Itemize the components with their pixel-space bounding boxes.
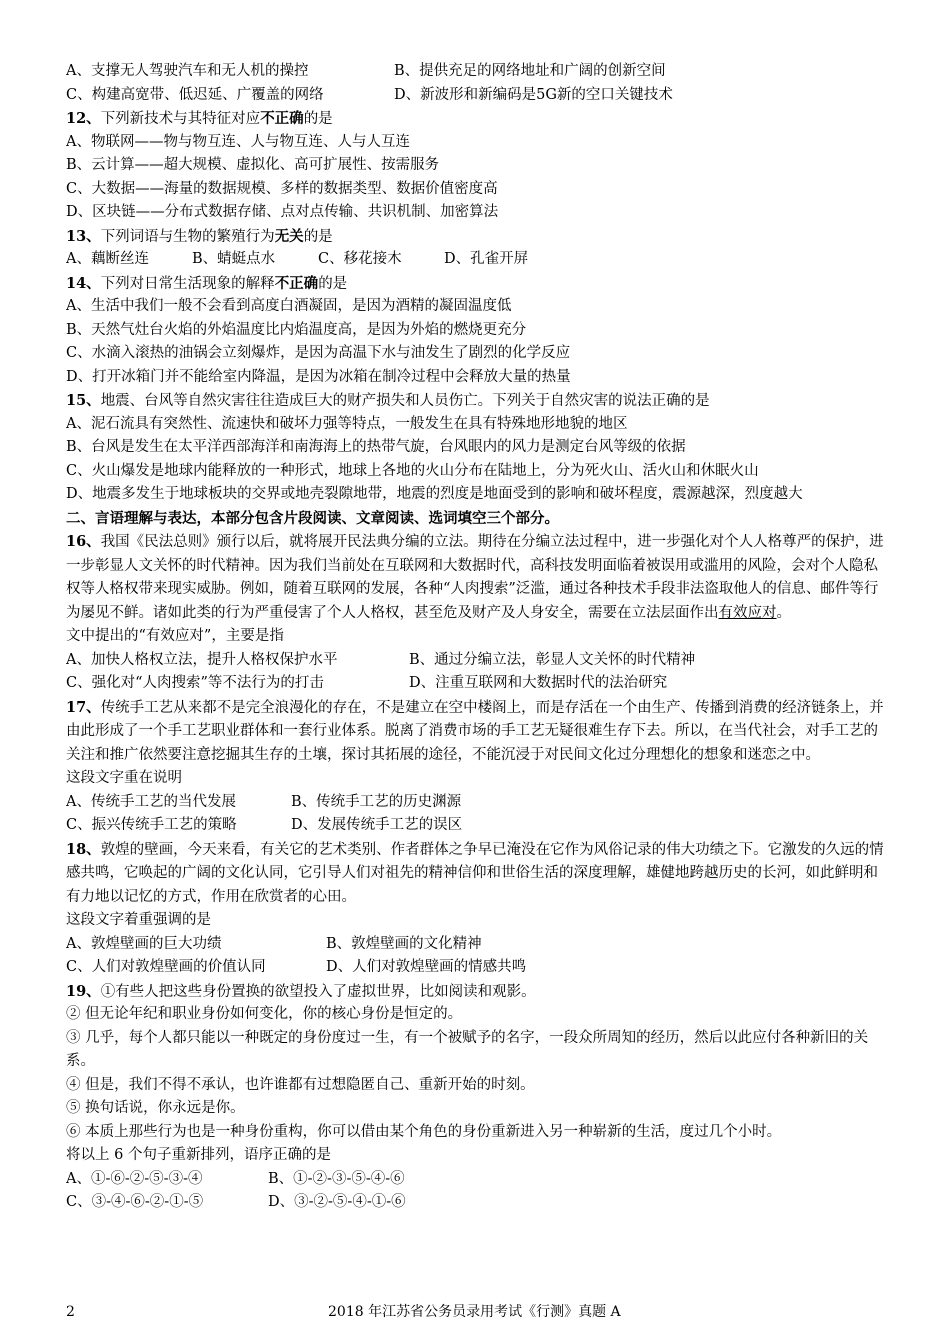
footer-title: 2018 年江苏省公务员录用考试《行测》真题 A	[328, 1304, 621, 1320]
q19-question: 将以上 6 个句子重新排列，语序正确的是	[66, 1147, 331, 1163]
q19-option-a[interactable]: A、①-⑥-②-⑤-③-④	[66, 1170, 203, 1187]
q19-sentence-1	[66, 980, 886, 1004]
q19-sentence-4: ④ 但是，我们不得不承认，也许谁都有过想隐匿自己、重新开始的时刻。	[66, 1076, 535, 1093]
q12-option-c[interactable]: C、大数据——海量的数据规模、多样的数据类型、数据价值密度高	[66, 180, 498, 197]
prev-option-a[interactable]: A、支撑无人驾驶汽车和无人机的操控	[66, 63, 309, 79]
q12-number: 12、	[66, 110, 101, 127]
q19-sentence-1-text: ①有些人把这些身份置换的欲望投入了虚拟世界，比如阅读和观影。	[100, 983, 536, 1000]
q15-stem	[66, 389, 886, 413]
q12-option-d[interactable]: D、区块链——分布式数据存储、点对点传输、共识机制、加密算法	[66, 204, 499, 220]
q18-number: 18、	[66, 840, 101, 858]
q13-stem	[66, 225, 886, 249]
q15-option-b[interactable]: B、台风是发生在太平洋西部海洋和南海海上的热带气旋，台风眼内的风力是测定台风等级的依据	[66, 439, 686, 455]
q12-stem-pre: 下列新技术与其特征对应	[100, 111, 261, 127]
q16-option-d[interactable]: D、注重互联网和大数据时代的法治研究	[409, 675, 668, 691]
q17-passage	[66, 696, 886, 768]
q18-option-b[interactable]: B、敦煌壁画的文化精神	[326, 935, 482, 952]
q17-options-row-2	[66, 814, 886, 838]
q14-option-a[interactable]: A、生活中我们一般不会看到高度白酒凝固，是因为酒精的凝固温度低	[66, 298, 512, 314]
q17-passage-text: 传统手工艺从来都不是完全浪漫化的存在，不是建立在空中楼阁上，而是存活在一个由生产、传播到消费的经济链条上，并由此形成了一个手工艺职业群体和一套行业体系。脱离了消费市场的手工艺无疑很难生存下去。所以，在当代社会，对手工艺的关注和推广依然要注意挖掘其生存的土壤，探讨其拓展的途径，不能沉浸于对民间文化过分理想化的想象和迷恋之中。	[66, 699, 884, 763]
q13-option-d[interactable]: D、孔雀开屏	[444, 251, 529, 267]
q19-option-c[interactable]: C、③-④-⑥-②-①-⑤	[66, 1194, 204, 1210]
section-2-heading: 二、言语理解与表达，本部分包含片段阅读、文章阅读、选词填空三个部分。	[66, 509, 559, 527]
q16-passage	[66, 530, 886, 625]
prev-option-b[interactable]: B、提供充足的网络地址和广阔的创新空间	[394, 63, 666, 79]
q13-option-b[interactable]: B、蜻蜓点水	[192, 251, 276, 267]
q14-option-d[interactable]: D、打开冰箱门并不能给室内降温，是因为冰箱在制冷过程中会释放大量的热量	[66, 368, 571, 385]
q18-option-d[interactable]: D、人们对敦煌壁画的情感共鸣	[326, 959, 527, 975]
q14-option-c[interactable]: C、水滴入滚热的油锅会立刻爆炸，是因为高温下水与油发生了剧烈的化学反应	[66, 345, 571, 361]
q13-option-c[interactable]: C、移花接木	[318, 251, 402, 267]
q19-options-row-2	[66, 1191, 886, 1215]
q17-option-b[interactable]: B、传统手工艺的历史渊源	[291, 793, 462, 810]
q19-option-b[interactable]: B、①-②-③-⑤-④-⑥	[268, 1170, 405, 1187]
q16-passage-post: 。	[776, 604, 791, 621]
q17-option-d[interactable]: D、发展传统手工艺的误区	[291, 817, 463, 833]
q18-options-row-1	[66, 933, 886, 957]
q19-sentence-2: ② 但无论年纪和职业身份如何变化，你的核心身份是恒定的。	[66, 1006, 463, 1022]
q17-options-row-1	[66, 791, 886, 815]
q18-question: 这段文字着重强调的是	[66, 912, 211, 928]
q18-passage	[66, 838, 886, 910]
q14-stem-post: 的是	[318, 275, 348, 292]
q16-passage-pre: 我国《民法总则》颁行以后，就将展开民法典分编的立法。期待在分编立法过程中，进一步强化对个人人格尊严的保护，进一步彰显人文关怀的时代精神。因为我们当前处在互联网和大数据时代，高科技发明面临着被误用或滥用的风险，会对个人隐私权等人格权带来现实威胁。例如，随着互联网的发展，各种“人肉搜索”泛滥，通过各种技术手段非法盗取他人的信息、邮件等行为屡见不鲜。诸如此类的行为严重侵害了个人人格权，甚至危及财产及人身安全，需要在立法层面作出	[66, 534, 884, 621]
q15-stem-text: 地震、台风等自然灾害往往造成巨大的财产损失和人员伤亡。下列关于自然灾害的说法正确的是	[100, 393, 710, 409]
q14-stem-pre: 下列对日常生活现象的解释	[100, 275, 275, 292]
q19-sentence-3: ③ 几乎，每个人都只能以一种既定的身份度过一生，有一个被赋予的名字，一段众所周知的经历，然后以此应付各种新旧的关系。	[66, 1029, 869, 1069]
q15-option-a[interactable]: A、泥石流具有突然性、流速快和破坏力强等特点，一般发生在具有特殊地形地貌的地区	[66, 415, 628, 432]
q18-passage-text: 敦煌的壁画，今天来看，有关它的艺术类别、作者群体之争早已淹没在它作为风俗记录的伟大功绩之下。它激发的久远的情感共鸣，它唤起的广阔的文化认同，它引导人们对祖先的精神信仰和世俗生活的深度理解，雄健地跨越历史的长河，如此鲜明和有力地以记忆的方式，作用在欣赏者的心田。	[66, 841, 884, 905]
q12-stem-post: 的是	[303, 111, 333, 127]
q14-option-b[interactable]: B、天然气灶台火焰的外焰温度比内焰温度高，是因为外焰的燃烧更充分	[66, 321, 527, 338]
q19-sentence-5: ⑤ 换句话说，你永远是你。	[66, 1100, 245, 1116]
q16-option-a[interactable]: A、加快人格权立法，提升人格权保护水平	[66, 651, 338, 668]
q19-option-d[interactable]: D、③-②-⑤-④-①-⑥	[268, 1194, 406, 1210]
q19-sentence-6: ⑥ 本质上那些行为也是一种身份重构，你可以借由某个角色的身份重新进入另一种崭新的生活，度过几个小时。	[66, 1123, 782, 1140]
q13-number: 13、	[66, 227, 101, 245]
q16-number: 16、	[66, 533, 101, 550]
q12-stem	[66, 107, 886, 131]
exam-page	[66, 60, 886, 1215]
q15-option-c[interactable]: C、火山爆发是地球内能释放的一种形式，地球上各地的火山分布在陆地上，分为死火山、活火山和休眠火山	[66, 462, 759, 479]
q18-option-a[interactable]: A、敦煌壁画的巨大功绩	[66, 935, 222, 952]
q16-option-b[interactable]: B、通过分编立法，彰显人文关怀的时代精神	[409, 651, 696, 668]
q12-option-b[interactable]: B、云计算——超大规模、虚拟化、高可扩展性、按需服务	[66, 157, 440, 173]
q17-option-a[interactable]: A、传统手工艺的当代发展	[66, 793, 236, 810]
q16-option-c[interactable]: C、强化对“人肉搜索”等不法行为的打击	[66, 675, 324, 691]
prev-option-d[interactable]: D、新波形和新编码是5G新的空口关键技术	[394, 86, 673, 103]
q15-number: 15、	[66, 392, 101, 409]
q16-question: 文中提出的“有效应对”，主要是指	[66, 628, 284, 644]
q16-options-row-2	[66, 672, 886, 696]
q13-stem-post: 的是	[303, 228, 333, 245]
q18-options-row-2	[66, 956, 886, 980]
prev-option-c[interactable]: C、构建高宽带、低迟延、广覆盖的网络	[66, 86, 324, 103]
q17-option-c[interactable]: C、振兴传统手工艺的策略	[66, 817, 237, 833]
q17-question: 这段文字重在说明	[66, 770, 182, 786]
q19-options-row-1	[66, 1168, 886, 1192]
q13-stem-pre: 下列词语与生物的繁殖行为	[100, 228, 275, 245]
q17-number: 17、	[66, 698, 101, 716]
q15-option-d[interactable]: D、地震多发生于地球板块的交界或地壳裂隙地带，地震的烈度是地面受到的影响和破坏程度，震源越深，烈度越大	[66, 486, 803, 502]
prev-options-row-1	[66, 60, 886, 84]
q16-underlined-phrase: 有效应对	[718, 604, 777, 621]
q14-stem-bold: 不正确	[274, 274, 319, 292]
q13-stem-bold: 无关	[274, 227, 304, 245]
q13-option-a[interactable]: A、藕断丝连	[66, 251, 149, 267]
q14-stem	[66, 272, 886, 296]
q13-options-row	[66, 248, 886, 272]
q18-option-c[interactable]: C、人们对敦煌壁画的价值认同	[66, 959, 266, 975]
page-number: 2	[66, 1304, 75, 1320]
prev-options-row-2	[66, 84, 886, 108]
q12-option-a[interactable]: A、物联网——物与物互连、人与物互连、人与人互连	[66, 133, 410, 150]
q14-number: 14、	[66, 274, 101, 292]
q16-options-row-1	[66, 649, 886, 673]
q19-number: 19、	[66, 982, 101, 1000]
q12-stem-bold: 不正确	[260, 110, 304, 127]
